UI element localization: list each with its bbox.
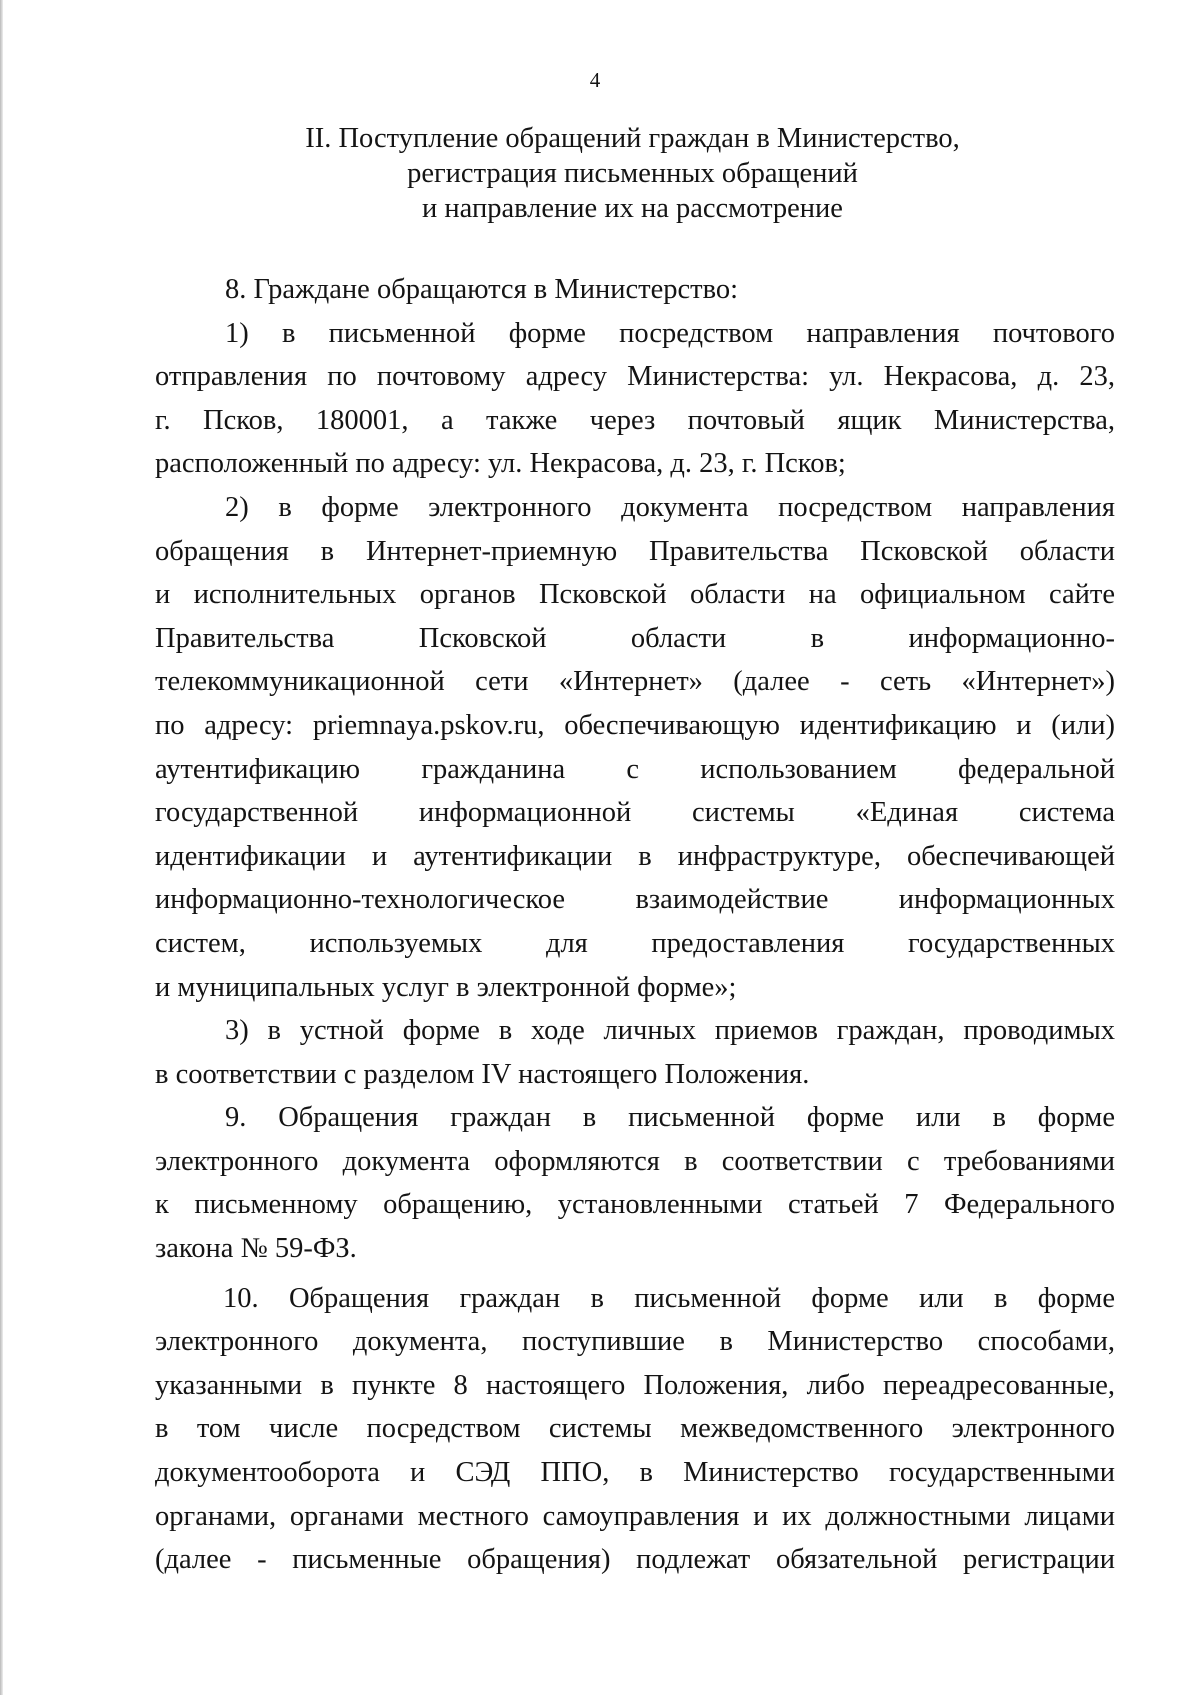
page-number: 4 bbox=[589, 68, 601, 92]
text-line: 3) в устной форме в ходе личных приемов граждан, проводимых bbox=[225, 1015, 1115, 1047]
text-line: 10. Обращения граждан в письменной форме или в форме bbox=[223, 1282, 1115, 1314]
scan-edge bbox=[0, 0, 3, 1695]
text-line: аутентификацию гражданина с использованием федеральной bbox=[155, 753, 1115, 785]
text-line: органами, органами местного самоуправления и их должностными лицами bbox=[155, 1500, 1115, 1532]
text-line: закона № 59-ФЗ. bbox=[155, 1233, 357, 1265]
text-line: электронного документа оформляются в соответствии с требованиями bbox=[155, 1145, 1115, 1177]
text-line: 2) в форме электронного документа посредством направления bbox=[225, 491, 1115, 523]
text-line: г. Псков, 180001, а также через почтовый ящик Министерства, bbox=[155, 404, 1115, 436]
text-line: информационно-технологическое взаимодействие информационных bbox=[155, 884, 1115, 916]
text-line: государственной информационной системы «Единая система bbox=[155, 797, 1115, 829]
text-line: по адресу: priemnaya.pskov.ru, обеспечивающую идентификацию и (или) bbox=[155, 709, 1115, 741]
text-line: и исполнительных органов Псковской области на официальном сайте bbox=[155, 579, 1115, 611]
heading-line: регистрация письменных обращений bbox=[407, 158, 858, 189]
text-line: 8. Граждане обращаются в Министерство: bbox=[225, 274, 739, 305]
text-line: 1) в письменной форме посредством направления почтового bbox=[225, 317, 1115, 349]
text-line: расположенный по адресу: ул. Некрасова, д. 23, г. Псков; bbox=[155, 448, 846, 480]
text-line: к письменному обращению, установленными статьей 7 Федерального bbox=[155, 1189, 1115, 1221]
text-line: телекоммуникационной сети «Интернет» (далее - сеть «Интернет») bbox=[155, 666, 1115, 698]
text-line: (далее - письменные обращения) подлежат обязательной регистрации bbox=[155, 1544, 1115, 1576]
text-line: идентификации и аутентификации в инфраструктуре, обеспечивающей bbox=[155, 840, 1115, 872]
text-line: электронного документа, поступившие в Министерство способами, bbox=[155, 1326, 1115, 1358]
text-line: в соответствии с разделом IV настоящего Положения. bbox=[155, 1058, 810, 1090]
document-body bbox=[155, 268, 1115, 1582]
text-line: систем, используемых для предоставления государственных bbox=[155, 927, 1115, 959]
text-line: Правительства Псковской области в информационно- bbox=[155, 622, 1115, 654]
text-line: указанными в пункте 8 настоящего Положения, либо переадресованные, bbox=[155, 1369, 1115, 1401]
text-line: обращения в Интернет-приемную Правительства Псковской области bbox=[155, 535, 1115, 567]
text-line: в том числе посредством системы межведомственного электронного bbox=[155, 1413, 1115, 1445]
text-line: отправления по почтовому адресу Министерства: ул. Некрасова, д. 23, bbox=[155, 361, 1115, 393]
heading-line: II. Поступление обращений граждан в Министерство, bbox=[305, 123, 960, 154]
heading-line: и направление их на рассмотрение bbox=[422, 193, 843, 224]
text-line: и муниципальных услуг в электронной форме»; bbox=[155, 971, 737, 1003]
text-line: 9. Обращения граждан в письменной форме или в форме bbox=[225, 1102, 1115, 1134]
text-line: документооборота и СЭД ППО, в Министерство государственными bbox=[155, 1457, 1115, 1489]
section-heading bbox=[150, 121, 1115, 226]
